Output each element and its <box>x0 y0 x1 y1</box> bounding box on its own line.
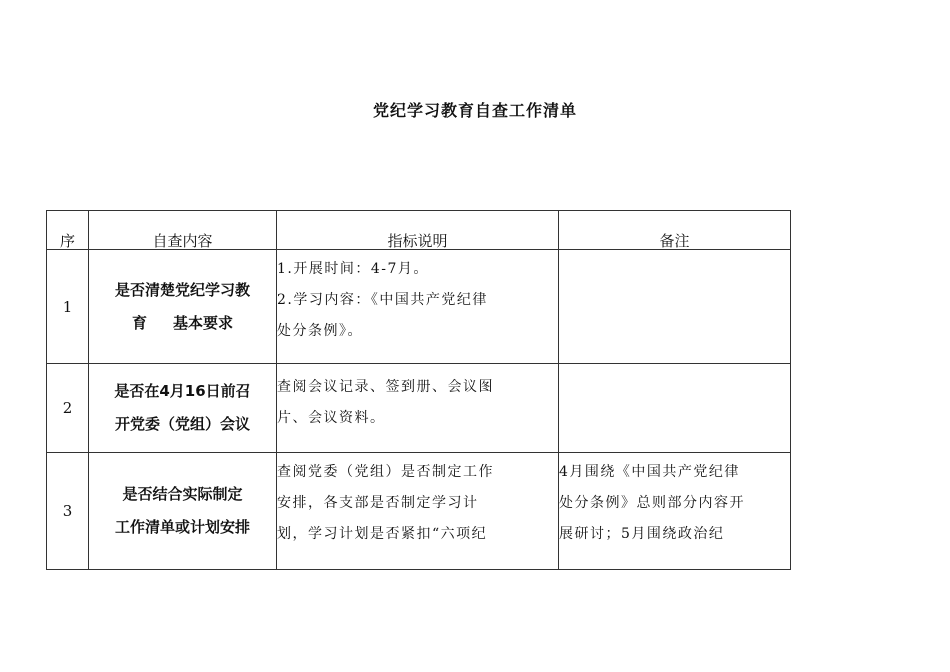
content-line: 是否结合实际制定 <box>122 485 243 503</box>
row-seq: 1 <box>47 250 89 364</box>
table-row <box>47 453 791 570</box>
content-line: 是否清楚党纪学习教 <box>114 280 250 299</box>
document-title: 党纪学习教育自查工作清单 <box>372 101 577 120</box>
indicator-line: 1.开展时间：4-7月。 <box>277 261 429 277</box>
self-check-table <box>46 210 791 570</box>
row-indicator <box>277 453 559 570</box>
row-indicator <box>277 364 559 453</box>
content-line: 基本要求 <box>173 313 234 332</box>
row-content <box>89 364 277 453</box>
row-remark <box>559 364 791 453</box>
indicator-line: 查阅会议记录、签到册、会议图 <box>277 379 494 395</box>
row-remark <box>559 250 791 364</box>
content-line: 育 <box>131 313 147 332</box>
header-remark: 备注 <box>559 211 791 250</box>
header-indicator: 指标说明 <box>277 211 559 250</box>
indicator-line: 划，学习计划是否紧扣“六项纪 <box>277 526 488 542</box>
remark-line: 展研讨；5月围绕政治纪 <box>559 526 725 542</box>
table-row <box>47 250 791 364</box>
content-line: 开党委（党组）会议 <box>114 415 250 433</box>
remark-line: 4月围绕《中国共产党纪律 <box>559 464 740 480</box>
indicator-line: 处分条例》。 <box>277 323 363 339</box>
indicator-line: 安排，各支部是否制定学习计 <box>277 495 479 511</box>
table-row <box>47 364 791 453</box>
indicator-line: 2.学习内容：《中国共产党纪律 <box>277 292 488 308</box>
content-line: 工作清单或计划安排 <box>114 518 250 536</box>
header-seq: 序 <box>47 211 89 250</box>
content-line: 是否在4月16日前召 <box>114 382 251 400</box>
table-header-row <box>47 211 791 250</box>
remark-line: 处分条例》总则部分内容开 <box>559 495 745 511</box>
row-indicator <box>277 250 559 364</box>
row-content <box>89 453 277 570</box>
row-remark <box>559 453 791 570</box>
row-content <box>89 250 277 364</box>
indicator-line: 查阅党委（党组）是否制定工作 <box>277 464 494 480</box>
indicator-line: 片、会议资料。 <box>277 410 386 426</box>
header-content: 自查内容 <box>89 211 277 250</box>
row-seq: 2 <box>47 364 89 453</box>
row-seq: 3 <box>47 453 89 570</box>
